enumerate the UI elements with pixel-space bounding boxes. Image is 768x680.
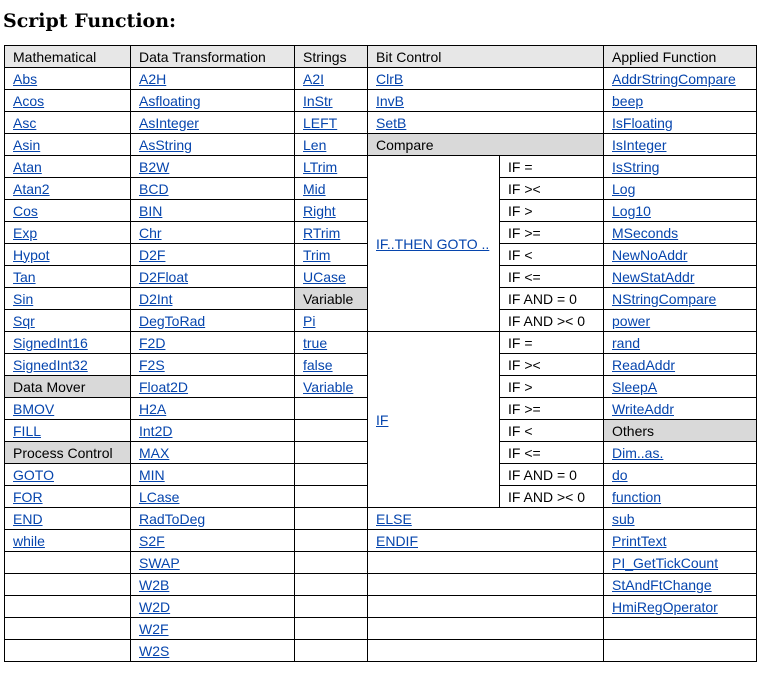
if-then-goto-link[interactable]: IF..THEN GOTO .. <box>376 235 490 252</box>
condition-label: IF >= <box>508 400 541 417</box>
data-transform-link[interactable]: Float2D <box>139 378 189 395</box>
if-link[interactable]: IF <box>376 411 389 428</box>
header-row <box>5 46 757 68</box>
bit-control-empty-cell <box>368 574 604 596</box>
condition-label-cell <box>500 178 604 200</box>
condition-label-cell <box>500 486 604 508</box>
data-transform-link-cell <box>131 134 295 156</box>
strings-empty-cell <box>295 398 368 420</box>
math-link[interactable]: Cos <box>13 202 38 219</box>
math-link-cell <box>5 508 131 530</box>
data-transform-link[interactable]: W2B <box>139 576 170 593</box>
strings-link[interactable]: UCase <box>303 268 346 285</box>
bit-control-empty-cell <box>368 552 604 574</box>
math-link[interactable]: Hypot <box>13 246 50 263</box>
math-section-header-cell <box>5 376 131 398</box>
bit-control-link-cell <box>368 68 604 90</box>
applied-link[interactable]: NStringCompare <box>612 290 717 307</box>
applied-empty-cell <box>604 640 757 662</box>
table-row <box>5 156 757 178</box>
data-transform-link[interactable]: D2Float <box>139 268 189 285</box>
condition-label: IF >= <box>508 224 541 241</box>
math-link[interactable]: FOR <box>13 488 43 505</box>
table-row <box>5 530 757 552</box>
table-row <box>5 134 757 156</box>
applied-link[interactable]: WriteAddr <box>612 400 674 417</box>
strings-empty-cell <box>295 442 368 464</box>
data-transform-link-cell <box>131 354 295 376</box>
data-transform-link[interactable]: Chr <box>139 224 162 241</box>
condition-label-cell <box>500 442 604 464</box>
applied-link-cell <box>604 90 757 112</box>
data-transform-link-cell <box>131 618 295 640</box>
applied-link[interactable]: function <box>612 488 662 505</box>
data-transform-link[interactable]: BCD <box>139 180 169 197</box>
table-row <box>5 508 757 530</box>
data-transform-link-cell <box>131 310 295 332</box>
strings-link[interactable]: InStr <box>303 92 333 109</box>
condition-label: IF < <box>508 422 533 439</box>
header-data-transformation: Data Transformation <box>131 46 295 68</box>
table-row <box>5 112 757 134</box>
math-link[interactable]: Atan <box>13 158 42 175</box>
data-transform-link[interactable]: DegToRad <box>139 312 206 329</box>
data-transform-link-cell <box>131 332 295 354</box>
data-transform-link[interactable]: W2F <box>139 620 169 637</box>
strings-link[interactable]: true <box>303 334 328 351</box>
condition-label: IF AND = 0 <box>508 466 577 483</box>
strings-empty-cell <box>295 552 368 574</box>
math-link-cell <box>5 398 131 420</box>
strings-empty-cell <box>295 464 368 486</box>
data-transform-link[interactable]: D2Int <box>139 290 173 307</box>
strings-link[interactable]: Len <box>303 136 327 153</box>
data-transform-link[interactable]: A2H <box>139 70 167 87</box>
condition-label-cell <box>500 398 604 420</box>
math-link-cell <box>5 90 131 112</box>
math-empty-cell <box>5 618 131 640</box>
applied-link[interactable]: NewNoAddr <box>612 246 688 263</box>
data-transform-link-cell <box>131 464 295 486</box>
strings-link-cell <box>295 266 368 288</box>
math-section-header-cell <box>5 442 131 464</box>
table-row <box>5 552 757 574</box>
strings-link-cell <box>295 222 368 244</box>
applied-link[interactable]: sub <box>612 510 635 527</box>
math-link-cell <box>5 420 131 442</box>
strings-link[interactable]: Pi <box>303 312 316 329</box>
data-transform-link[interactable]: S2F <box>139 532 165 549</box>
applied-link-cell <box>604 134 757 156</box>
strings-empty-cell <box>295 618 368 640</box>
applied-link-cell <box>604 442 757 464</box>
condition-label-cell <box>500 354 604 376</box>
condition-label-cell <box>500 376 604 398</box>
data-transform-link-cell <box>131 178 295 200</box>
strings-link-cell <box>295 90 368 112</box>
table-row <box>5 596 757 618</box>
data-transform-link[interactable]: LCase <box>139 488 180 505</box>
applied-link[interactable]: IsInteger <box>612 136 667 153</box>
data-transform-link-cell <box>131 266 295 288</box>
condition-label: IF >< <box>508 356 541 373</box>
strings-empty-cell <box>295 530 368 552</box>
math-empty-cell <box>5 552 131 574</box>
strings-link-cell <box>295 332 368 354</box>
applied-link-cell <box>604 156 757 178</box>
condition-label: IF <= <box>508 444 541 461</box>
strings-empty-cell <box>295 420 368 442</box>
applied-link-cell <box>604 178 757 200</box>
strings-link-cell <box>295 376 368 398</box>
data-transform-link-cell <box>131 508 295 530</box>
math-link-cell <box>5 332 131 354</box>
applied-link-cell <box>604 398 757 420</box>
data-transform-link-cell <box>131 376 295 398</box>
condition-label-cell <box>500 420 604 442</box>
data-transform-link[interactable]: F2S <box>139 356 165 373</box>
math-link[interactable]: Sqr <box>13 312 35 329</box>
math-link[interactable]: Exp <box>13 224 38 241</box>
header-strings: Strings <box>295 46 368 68</box>
data-transform-link[interactable]: D2F <box>139 246 166 263</box>
strings-link[interactable]: RTrim <box>303 224 341 241</box>
math-link[interactable]: SignedInt32 <box>13 356 88 373</box>
applied-link[interactable]: rand <box>612 334 641 351</box>
strings-link-cell <box>295 310 368 332</box>
strings-link-cell <box>295 156 368 178</box>
condition-label-cell <box>500 266 604 288</box>
data-transform-link[interactable]: AsString <box>139 136 192 153</box>
condition-label: IF > <box>508 202 533 219</box>
math-link-cell <box>5 222 131 244</box>
bit-control-link[interactable]: ClrB <box>376 70 404 87</box>
strings-link-cell <box>295 200 368 222</box>
strings-link-cell <box>295 68 368 90</box>
data-transform-link[interactable]: MAX <box>139 444 170 461</box>
strings-link-cell <box>295 112 368 134</box>
applied-empty-cell <box>604 618 757 640</box>
table-row <box>5 640 757 662</box>
data-transform-link-cell <box>131 596 295 618</box>
condition-label-cell <box>500 200 604 222</box>
applied-link-cell <box>604 200 757 222</box>
condition-label-cell <box>500 310 604 332</box>
math-link[interactable]: Asin <box>13 136 41 153</box>
math-empty-cell <box>5 640 131 662</box>
strings-link[interactable]: Trim <box>303 246 331 263</box>
strings-link[interactable]: A2I <box>303 70 325 87</box>
applied-link[interactable]: PrintText <box>612 532 667 549</box>
math-link-cell <box>5 266 131 288</box>
applied-link-cell <box>604 266 757 288</box>
math-link-cell <box>5 530 131 552</box>
math-link-cell <box>5 310 131 332</box>
data-transform-link-cell <box>131 222 295 244</box>
script-function-table <box>4 45 757 662</box>
page-title: Script Function: <box>3 10 177 32</box>
data-transform-link-cell <box>131 640 295 662</box>
bit-control-link[interactable]: InvB <box>376 92 405 109</box>
applied-link[interactable]: IsString <box>612 158 660 175</box>
applied-link-cell <box>604 222 757 244</box>
strings-link[interactable]: Variable <box>303 378 354 395</box>
applied-link-cell <box>604 68 757 90</box>
strings-link[interactable]: LTrim <box>303 158 338 175</box>
math-link-cell <box>5 244 131 266</box>
condition-label: IF = <box>508 334 533 351</box>
condition-label-cell <box>500 222 604 244</box>
applied-link-cell <box>604 354 757 376</box>
if-link-cell <box>368 332 500 508</box>
condition-label: IF > <box>508 378 533 395</box>
data-transform-link[interactable]: W2S <box>139 642 170 659</box>
strings-section-header-cell <box>295 288 368 310</box>
applied-link[interactable]: HmiRegOperator <box>612 598 718 615</box>
math-link-cell <box>5 134 131 156</box>
applied-link-cell <box>604 508 757 530</box>
math-link[interactable]: END <box>13 510 43 527</box>
math-link[interactable]: Asc <box>13 114 37 131</box>
data-transform-link-cell <box>131 398 295 420</box>
math-empty-cell <box>5 574 131 596</box>
math-link-cell <box>5 156 131 178</box>
condition-label: IF AND >< 0 <box>508 312 586 329</box>
data-transform-link[interactable]: Int2D <box>139 422 173 439</box>
bit-control-empty-cell <box>368 618 604 640</box>
math-link[interactable]: GOTO <box>13 466 54 483</box>
strings-empty-cell <box>295 640 368 662</box>
applied-link[interactable]: Log <box>612 180 636 197</box>
math-link-cell <box>5 464 131 486</box>
else-link-cell <box>368 508 604 530</box>
applied-link-cell <box>604 112 757 134</box>
data-transform-link-cell <box>131 112 295 134</box>
data-transform-link-cell <box>131 420 295 442</box>
strings-link[interactable]: false <box>303 356 333 373</box>
math-link-cell <box>5 112 131 134</box>
applied-link[interactable]: IsFloating <box>612 114 673 131</box>
data-transform-link-cell <box>131 68 295 90</box>
applied-link[interactable]: Dim..as. <box>612 444 664 461</box>
applied-link-cell <box>604 596 757 618</box>
data-transform-link-cell <box>131 200 295 222</box>
math-link-cell <box>5 288 131 310</box>
math-link-cell <box>5 178 131 200</box>
math-section-header: Process Control <box>13 444 113 461</box>
applied-link[interactable]: MSeconds <box>612 224 679 241</box>
header-applied-function: Applied Function <box>604 46 757 68</box>
bit-control-link-cell <box>368 112 604 134</box>
applied-link-cell <box>604 574 757 596</box>
applied-link[interactable]: SleepA <box>612 378 658 395</box>
math-link[interactable]: Atan2 <box>13 180 50 197</box>
applied-link[interactable]: power <box>612 312 651 329</box>
applied-link[interactable]: PI_GetTickCount <box>612 554 719 571</box>
math-link-cell <box>5 68 131 90</box>
math-link-cell <box>5 200 131 222</box>
math-link[interactable]: Tan <box>13 268 36 285</box>
data-transform-link-cell <box>131 90 295 112</box>
endif-link-cell <box>368 530 604 552</box>
applied-link[interactable]: Log10 <box>612 202 651 219</box>
math-link-cell <box>5 354 131 376</box>
applied-link[interactable]: ReadAddr <box>612 356 676 373</box>
strings-empty-cell <box>295 574 368 596</box>
applied-link-cell <box>604 288 757 310</box>
endif-link[interactable]: ENDIF <box>376 532 418 549</box>
condition-label-cell <box>500 464 604 486</box>
applied-link-cell <box>604 310 757 332</box>
data-transform-link[interactable]: BIN <box>139 202 163 219</box>
applied-link-cell <box>604 486 757 508</box>
condition-label: IF <= <box>508 268 541 285</box>
strings-link-cell <box>295 178 368 200</box>
strings-empty-cell <box>295 508 368 530</box>
else-link[interactable]: ELSE <box>376 510 412 527</box>
strings-link[interactable]: Mid <box>303 180 326 197</box>
condition-label: IF < <box>508 246 533 263</box>
data-transform-link[interactable]: F2D <box>139 334 166 351</box>
condition-label: IF = <box>508 158 533 175</box>
data-transform-link-cell <box>131 530 295 552</box>
math-link[interactable]: FILL <box>13 422 42 439</box>
math-link[interactable]: BMOV <box>13 400 55 417</box>
bit-control-compare-header-cell <box>368 134 604 156</box>
condition-label: IF AND >< 0 <box>508 488 586 505</box>
condition-label: IF >< <box>508 180 541 197</box>
condition-label-cell <box>500 332 604 354</box>
applied-link[interactable]: StAndFtChange <box>612 576 712 593</box>
data-transform-link-cell <box>131 574 295 596</box>
data-transform-link-cell <box>131 156 295 178</box>
applied-link-cell <box>604 552 757 574</box>
applied-link-cell <box>604 530 757 552</box>
strings-link-cell <box>295 354 368 376</box>
condition-label-cell <box>500 156 604 178</box>
bit-control-link[interactable]: SetB <box>376 114 407 131</box>
math-link[interactable]: Acos <box>13 92 45 109</box>
data-transform-link[interactable]: SWAP <box>139 554 180 571</box>
math-link[interactable]: SignedInt16 <box>13 334 88 351</box>
data-transform-link-cell <box>131 486 295 508</box>
strings-empty-cell <box>295 486 368 508</box>
header-mathematical: Mathematical <box>5 46 131 68</box>
table-row <box>5 68 757 90</box>
applied-section-header-cell <box>604 420 757 442</box>
math-link[interactable]: Sin <box>13 290 34 307</box>
bit-control-empty-cell <box>368 596 604 618</box>
if-then-goto-link-cell <box>368 156 500 332</box>
strings-empty-cell <box>295 596 368 618</box>
table-row <box>5 574 757 596</box>
applied-link[interactable]: beep <box>612 92 644 109</box>
strings-link-cell <box>295 244 368 266</box>
strings-link-cell <box>295 134 368 156</box>
applied-section-header: Others <box>612 422 655 439</box>
applied-link-cell <box>604 244 757 266</box>
math-link-cell <box>5 486 131 508</box>
math-section-header: Data Mover <box>13 378 86 395</box>
condition-label-cell <box>500 244 604 266</box>
applied-link[interactable]: AddrStringCompare <box>612 70 736 87</box>
data-transform-link[interactable]: H2A <box>139 400 167 417</box>
applied-link-cell <box>604 376 757 398</box>
data-transform-link[interactable]: MIN <box>139 466 165 483</box>
data-transform-link[interactable]: B2W <box>139 158 170 175</box>
bit-control-link-cell <box>368 90 604 112</box>
data-transform-link-cell <box>131 552 295 574</box>
data-transform-link-cell <box>131 244 295 266</box>
data-transform-link[interactable]: AsInteger <box>139 114 199 131</box>
data-transform-link-cell <box>131 288 295 310</box>
condition-label-cell <box>500 288 604 310</box>
table-row <box>5 332 757 354</box>
strings-section-header: Variable <box>303 290 354 307</box>
bit-control-empty-cell <box>368 640 604 662</box>
bit-control-compare-header: Compare <box>376 136 434 153</box>
data-transform-link-cell <box>131 442 295 464</box>
strings-link[interactable]: LEFT <box>303 114 338 131</box>
header-bit-control: Bit Control <box>368 46 604 68</box>
applied-link[interactable]: NewStatAddr <box>612 268 695 285</box>
data-transform-link[interactable]: Asfloating <box>139 92 201 109</box>
table-row <box>5 618 757 640</box>
applied-link[interactable]: do <box>612 466 628 483</box>
data-transform-link[interactable]: W2D <box>139 598 171 615</box>
condition-label: IF AND = 0 <box>508 290 577 307</box>
applied-link-cell <box>604 464 757 486</box>
math-link[interactable]: while <box>13 532 45 549</box>
strings-link[interactable]: Right <box>303 202 336 219</box>
math-link[interactable]: Abs <box>13 70 38 87</box>
math-empty-cell <box>5 596 131 618</box>
applied-link-cell <box>604 332 757 354</box>
data-transform-link[interactable]: RadToDeg <box>139 510 206 527</box>
table-row <box>5 90 757 112</box>
